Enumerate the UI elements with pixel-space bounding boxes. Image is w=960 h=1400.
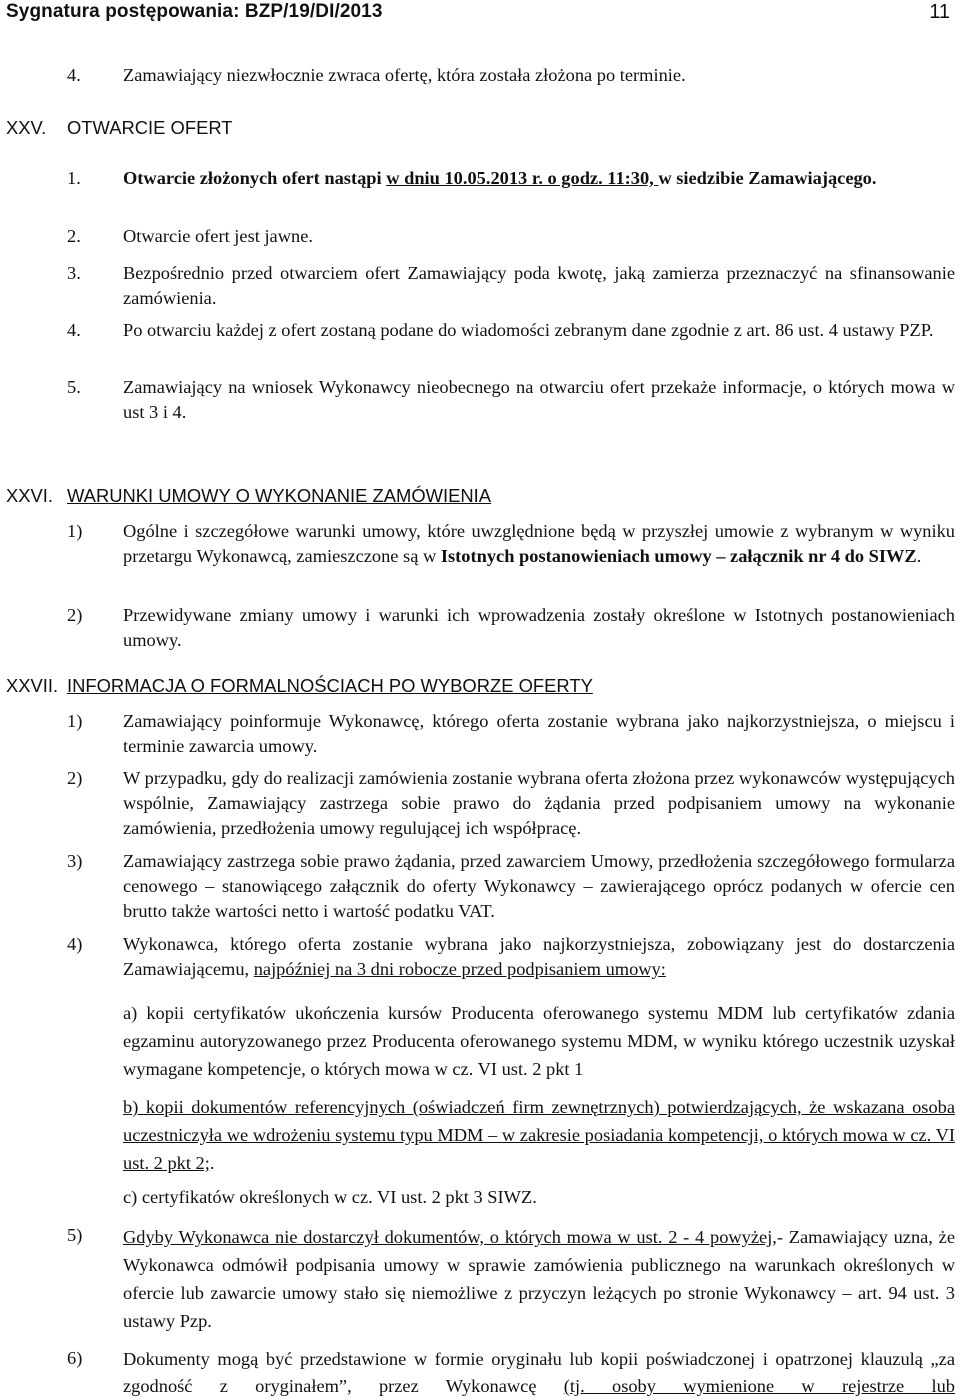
list-item-text: Zamawiający na wniosek Wykonawcy nieobecnego na otwarciu ofert przekaże informacje, o których mowa w ust 3 i 4. <box>123 377 955 422</box>
text-segment: Otwarcie złożonych ofert nastąpi <box>123 168 387 188</box>
list-number: 1) <box>67 521 83 541</box>
sub-item-a: a) kopii certyfikatów ukończenia kursów Producenta oferowanego systemu MDM lub certyfikatów zdania egzaminu autoryzowanego przez Producenta oferowanego systemu MDM, w wyniku którego uczestnik uzyskał wymagane kompetencje, o których mowa w cz. VI ust. 2 pkt 1 <box>123 1003 955 1079</box>
sub-item-b <box>123 1093 955 1177</box>
page-number: 11 <box>929 1 950 23</box>
list-item-text: Po otwarciu każdej z ofert zostaną podane do wiadomości zebranym dane zgodnie z art. 86 ust. 4 ustawy PZP. <box>123 320 934 340</box>
list-number: 5) <box>67 1225 83 1245</box>
text-segment: w siedzibie Zamawiającego. <box>658 168 877 188</box>
text-segment: . <box>916 546 922 566</box>
text-segment: Dokumenty mogą być przedstawione w formie oryginału lub kopii poświadczonej i opatrzonej klauzulą „za zgodność z oryginałem”, przez Wykonawcę <box>123 1349 955 1396</box>
section-number: XXVI. <box>6 485 54 506</box>
list-number: 1. <box>67 168 81 188</box>
list-number: 4. <box>67 65 81 85</box>
sub-item-c: c) certyfikatów określonych w cz. VI ust. 2 pkt 3 SIWZ. <box>123 1187 537 1207</box>
list-item-text: Bezpośrednio przed otwarciem ofert Zamawiający poda kwotę, jaką zamierza przeznaczyć na sfinansowanie zamówienia. <box>123 263 955 308</box>
list-number: 4) <box>67 934 83 954</box>
opening-date-highlight: w dniu 10.05.2013 r. o godz. 11:30, <box>386 168 659 188</box>
list-item-text: Zamawiający poinformuje Wykonawcę, którego oferta zostanie wybrana jako najkorzystniejsza, o miejscu i terminie zawarcia umowy. <box>123 711 955 756</box>
text-segment: Gdyby Wykonawca nie dostarczył dokumentów, o których mowa w ust. 2 - 4 powyżej, <box>123 1227 777 1247</box>
section-title: WARUNKI UMOWY O WYKONANIE ZAMÓWIENIA <box>67 485 492 506</box>
list-item-text <box>123 1223 955 1335</box>
section-title: OTWARCIE OFERT <box>67 117 233 138</box>
list-item-text: Zamawiający zastrzega sobie prawo żądania, przed zawarciem Umowy, przedłożenia szczegółowego formularza cenowego – stanowiącego załącznik do oferty Wykonawcy – zawierającego oprócz podanych w ofercie cen brutto także wartości netto i wartość podatku VAT. <box>123 851 955 921</box>
list-item-text: Otwarcie ofert jest jawne. <box>123 226 313 246</box>
text-segment: . <box>209 1153 215 1173</box>
text-segment: Ogólne i szczegółowe warunki umowy, które uwzględnione będą w przyszłej umowie z wybranym w wyniku przetargu Wykonawcą, zamieszczone są w <box>123 521 955 566</box>
deadline-highlight: najpóźniej na 3 dni robocze przed podpisaniem umowy: <box>253 959 666 979</box>
list-number: 5. <box>67 377 81 397</box>
list-number: 3) <box>67 851 83 871</box>
list-number: 4. <box>67 320 81 340</box>
attachment-reference: Istotnych postanowieniach umowy – załącznik nr 4 do SIWZ <box>440 546 917 566</box>
list-number: 3. <box>67 263 81 283</box>
section-number: XXVII. <box>6 675 59 696</box>
list-number: 2. <box>67 226 81 246</box>
procedure-signature: Sygnatura postępowania: BZP/19/DI/2013 <box>6 1 383 22</box>
section-number: XXV. <box>6 117 47 138</box>
list-item-text <box>123 1346 955 1400</box>
list-item-text <box>123 932 955 982</box>
list-item-text: Zamawiający niezwłocznie zwraca ofertę, która została złożona po terminie. <box>123 65 686 85</box>
list-item-text <box>123 519 955 569</box>
opening-date-paragraph <box>123 166 955 191</box>
text-segment: b) kopii dokumentów referencyjnych (oświadczeń firm zewnętrznych) potwierdzających, że wskazana osoba uczestniczyła we wdrożeniu systemu typu MDM – w zakresie posiadania kompetencji, o których mowa w cz. VI ust. 2 pkt 2; <box>123 1097 955 1173</box>
list-number: 2) <box>67 605 83 625</box>
text-segment: Wykonawca, którego oferta zostanie wybrana jako najkorzystniejsza, zobowiązany jest do dostarczenia Zamawiającemu, <box>123 934 955 979</box>
text-segment: - Zamawiający uzna, że Wykonawca odmówił podpisania umowy w sprawie zamówienia publicznego na warunkach określonych w ofercie lub zawarcie umowy stało się niemożliwe z przyczyn leżących po stronie Wykonawcy – art. 94 ust. 3 ustawy Pzp. <box>123 1227 955 1331</box>
list-item-text: Przewidywane zmiany umowy i warunki ich wprowadzenia zostały określone w Istotnych postanowieniach umowy. <box>123 605 955 650</box>
list-number: 1) <box>67 711 83 731</box>
list-number: 2) <box>67 768 83 788</box>
list-item-text: W przypadku, gdy do realizacji zamówienia zostanie wybrana oferta złożona przez wykonawców występujących wspólnie, Zamawiający zastrzega sobie prawo do żądania przed podpisaniem umowy na wykonanie zamówienia, przedłożenia umowy regulującej ich współpracę. <box>123 768 955 838</box>
section-title: INFORMACJA O FORMALNOŚCIACH PO WYBORZE OFERTY <box>67 675 593 696</box>
text-segment: (tj. osoby wymienione w rejestrze lub <box>563 1376 955 1396</box>
list-number: 6) <box>67 1348 83 1368</box>
